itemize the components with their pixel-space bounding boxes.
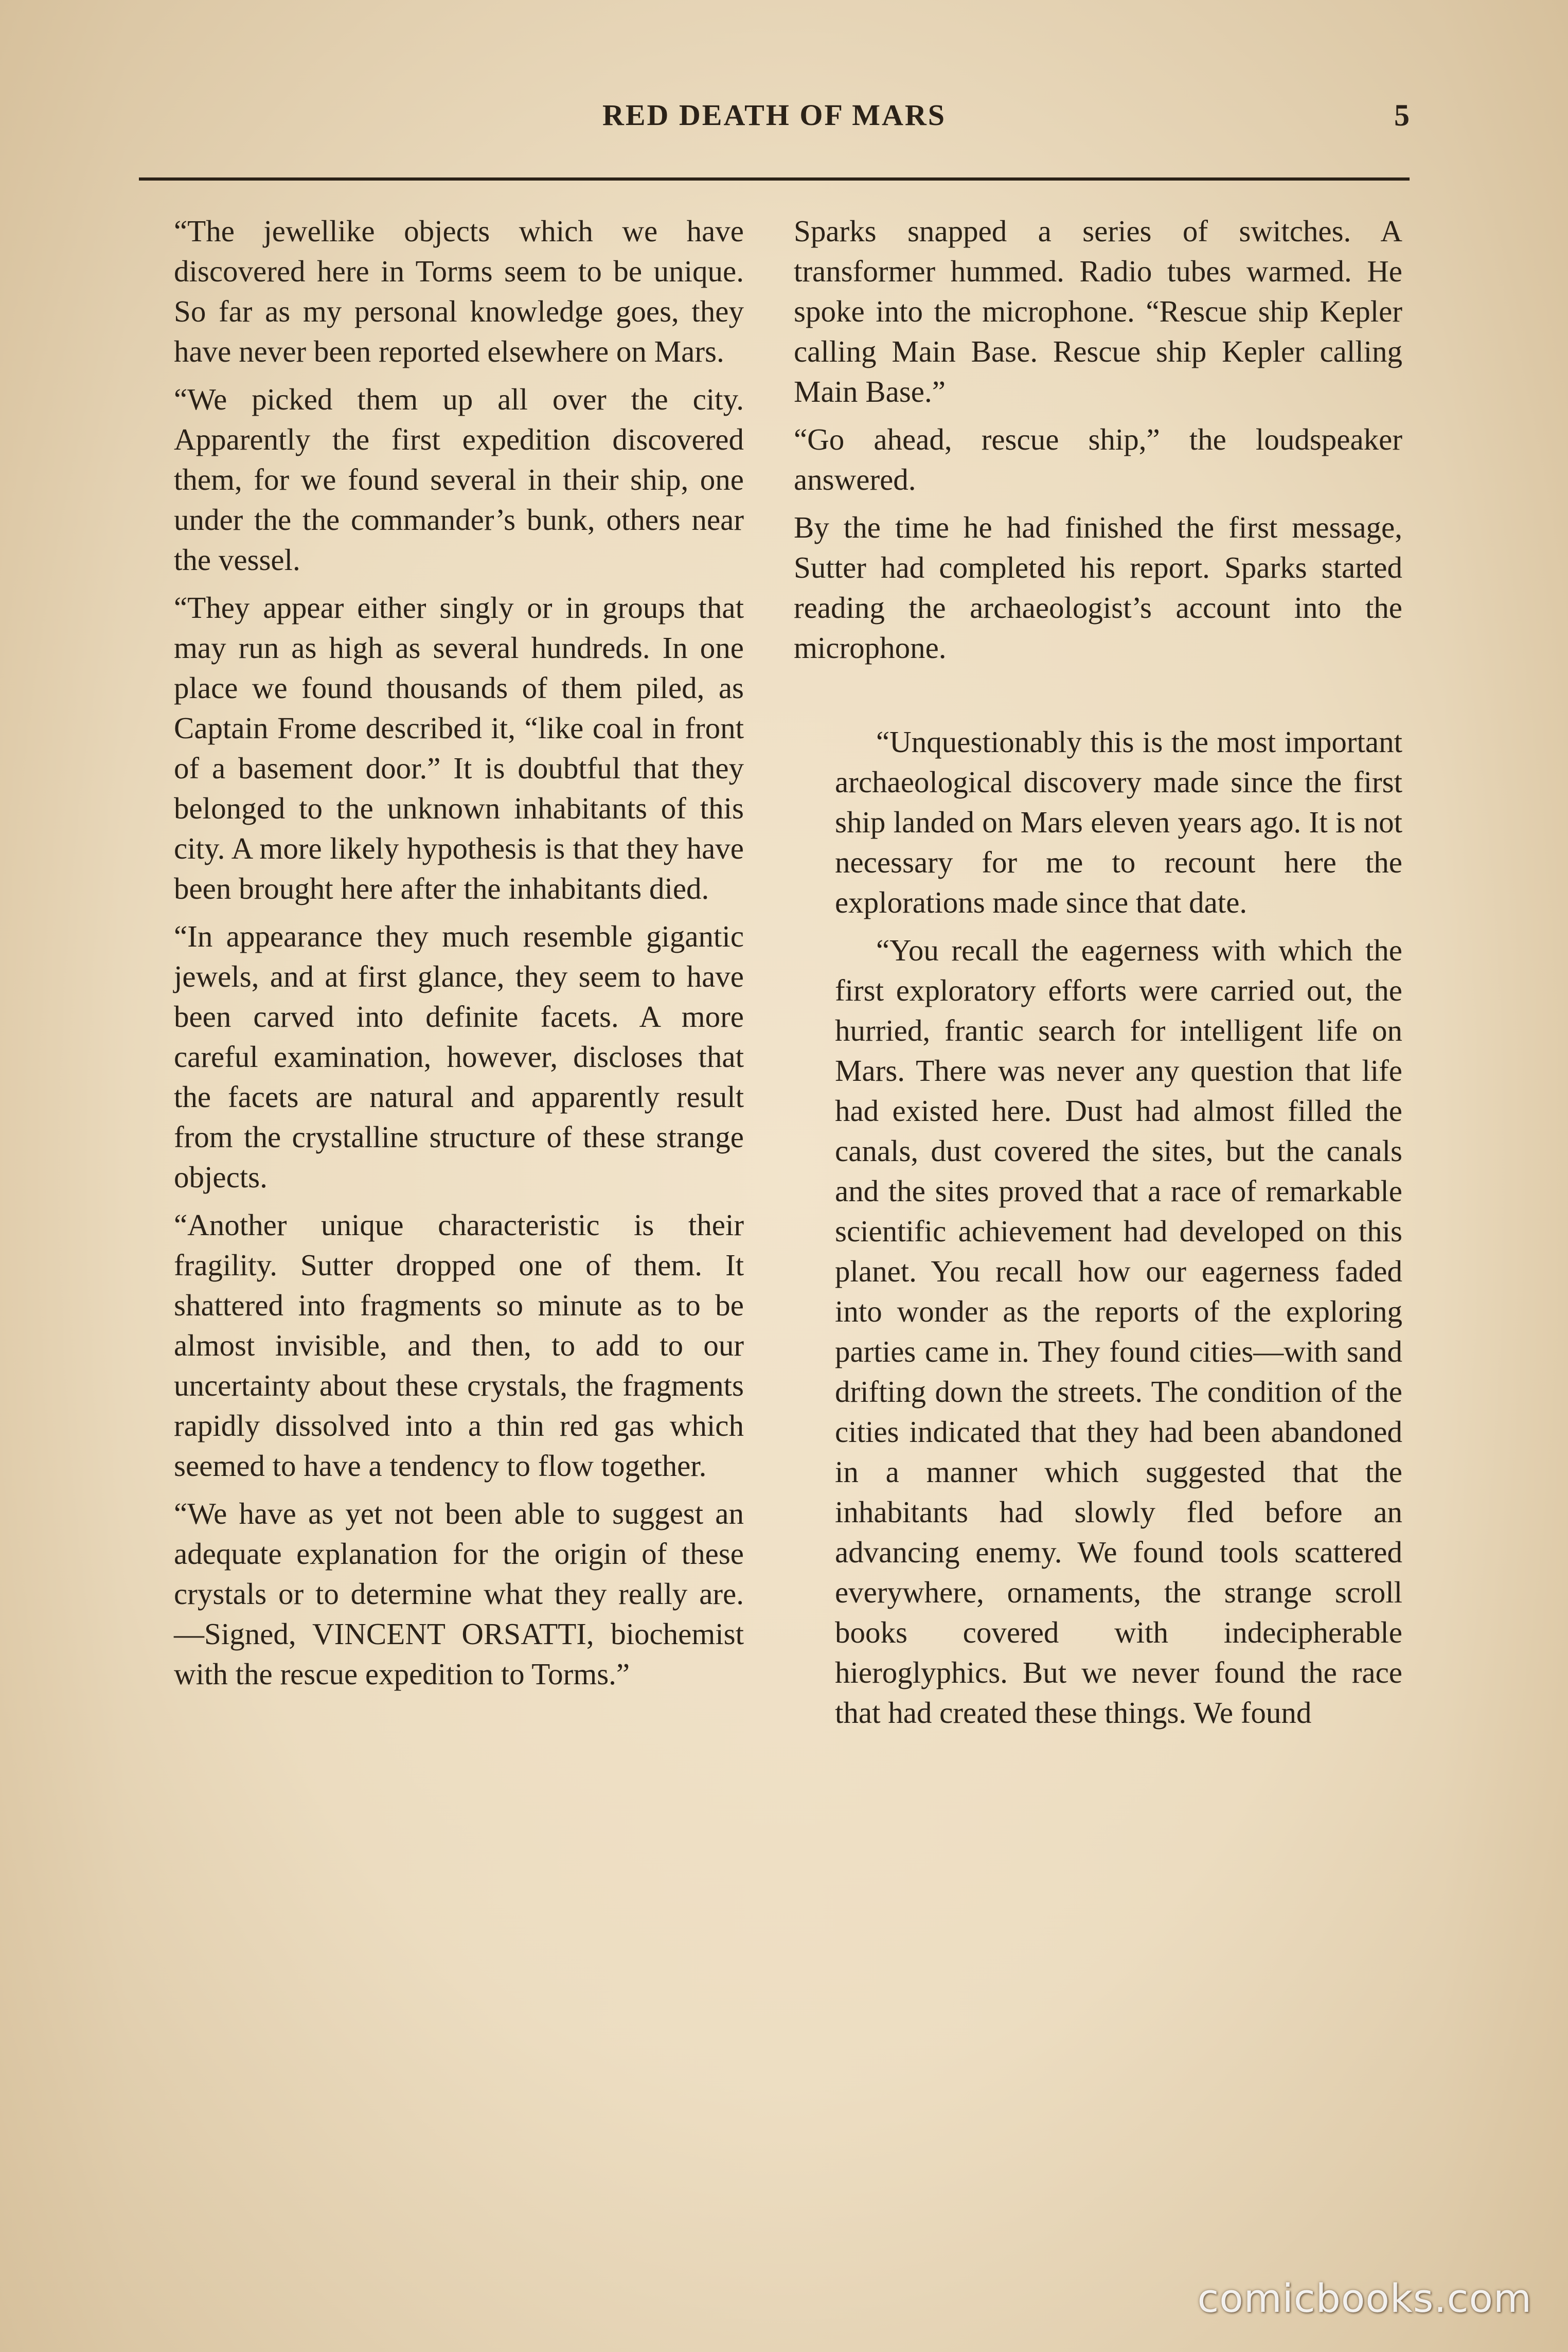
paragraph: “We picked them up all over the city. Apparently the first expedition discovered them, for we found several in their ship, one under the the commander’s bunk, others near the vessel. bbox=[174, 382, 744, 577]
paragraph: By the time he had finished the first message, Sutter had completed his report. Sparks started reading the archaeologist’s account into the microphone. bbox=[794, 510, 1402, 665]
page-number: 5 bbox=[1394, 98, 1410, 132]
paragraph: “The jewellike objects which we have discovered here in Torms seem to be unique. So far as my personal knowledge goes, they have never been reported elsewhere on Mars. bbox=[174, 214, 744, 368]
quoted-report bbox=[835, 722, 1402, 1733]
quoted-paragraph: “Unquestionably this is the most important archaeological discovery made since the first ship landed on Mars eleven years ago. It is not necessary for me to recount here the explorations made since that date. bbox=[835, 725, 1402, 919]
paragraph: Sparks snapped a series of switches. A transformer hummed. Radio tubes warmed. He spoke into the microphone. “Rescue ship Kepler calling Main Base. Rescue ship Kepler calling Main Base.” bbox=[794, 214, 1402, 408]
quoted-paragraph: “You recall the eagerness with which the first exploratory efforts were carried out, the hurried, frantic search for intelligent life on Mars. There was never any question that life had existed here. Dust had almost filled the canals, dust covered the sites, but the canals and the sites proved that a race of remarkable scientific achievement had developed on this planet. You recall how our eagerness faded into wonder as the reports of the exploring parties came in. They found cities—with sand drifting down the streets. The condition of the cities indicated that they had been abandoned in a manner which suggested that the inhabitants had slowly fled before an advancing enemy. We found tools scattered everywhere, ornaments, the strange scroll books covered with indecipherable hieroglyphics. But we never found the race that had created these things. We found bbox=[835, 933, 1402, 1730]
left-column bbox=[174, 211, 744, 1702]
right-column bbox=[794, 211, 1402, 1740]
paragraph: “We have as yet not been able to suggest an adequate explanation for the origin of these crystals or to determine what they really are. —Signed, VINCENT ORSATTI, biochemist with the rescue expedition to Torms.” bbox=[174, 1496, 744, 1691]
running-header bbox=[139, 98, 1410, 154]
site-watermark: comicbooks.com bbox=[1197, 2275, 1532, 2321]
paragraph: “In appearance they much resemble gigantic jewels, and at first glance, they seem to have been carved into definite facets. A more careful examination, however, discloses that the facets are natural and apparently result from the crystalline structure of these strange objects. bbox=[174, 919, 744, 1194]
running-title: RED DEATH OF MARS bbox=[602, 98, 947, 132]
paragraph: “Another unique characteristic is their fragility. Sutter dropped one of them. It shattered into fragments so minute as to be almost invisible, and then, to add to our uncertainty about these crystals, the fragments rapidly dissolved into a thin red gas which seemed to have a tendency to flow together. bbox=[174, 1208, 744, 1483]
header-rule bbox=[139, 177, 1410, 181]
paragraph: “Go ahead, rescue ship,” the loudspeaker answered. bbox=[794, 422, 1402, 496]
section-gap bbox=[794, 675, 1402, 722]
paragraph: “They appear either singly or in groups that may run as high as several hundreds. In one place we found thousands of them piled, as Captain Frome described it, “like coal in front of a basement door.” It is doubtful that they belonged to the unknown inhabitants of this city. A more likely hypothesis is that they have been brought here after the inhabitants died. bbox=[174, 591, 744, 905]
